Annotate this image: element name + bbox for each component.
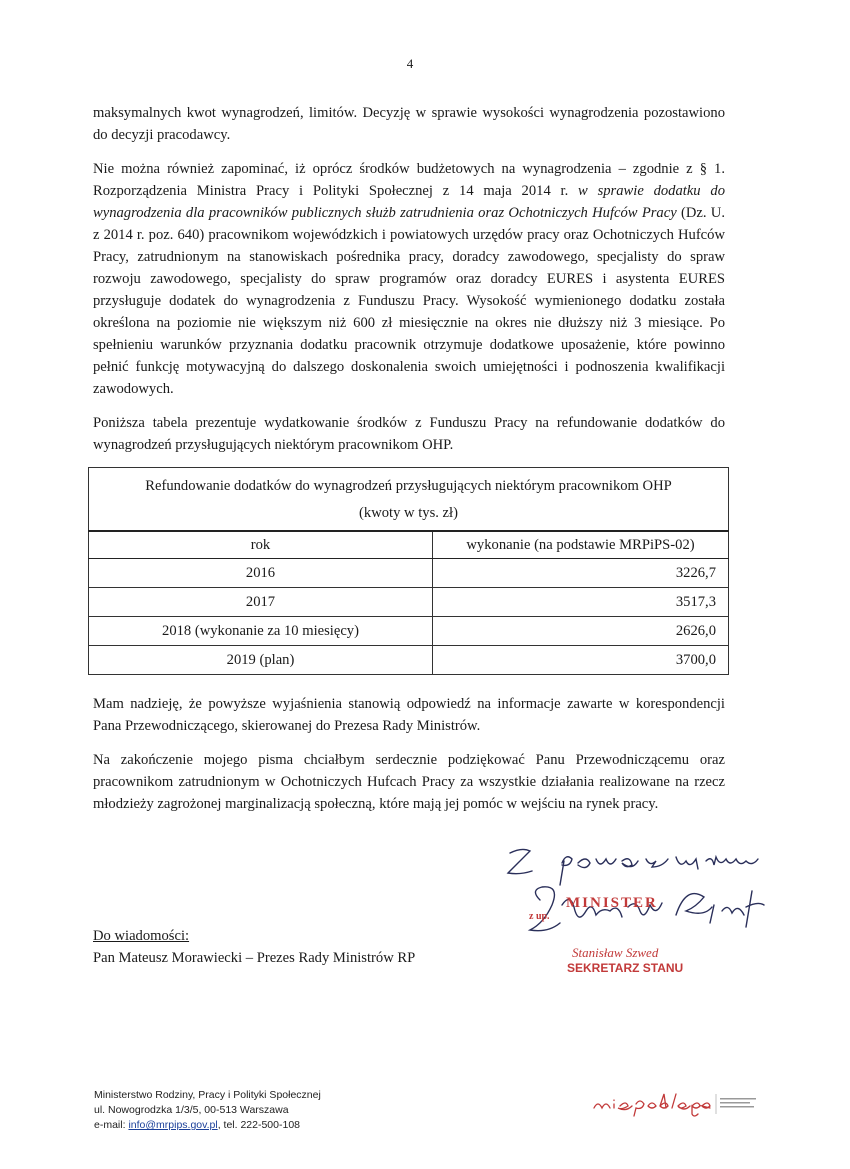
footer-phone: , tel. 222-500-108: [217, 1119, 300, 1131]
zup-stamp: z up.: [529, 911, 550, 922]
paragraph-3: Poniższa tabela prezentuje wydatkowanie środków z Funduszu Pracy na refundowanie dodatków do wynagrodzeń przysługujących niektórym pracownikom OHP.: [93, 415, 725, 453]
table-caption: [89, 468, 729, 532]
niepodlegla-logo: [592, 1090, 762, 1120]
table-cell-value: 2626,0: [433, 617, 729, 646]
footer-address: ul. Nowogrodzka 1/3/5, 00-513 Warszawa: [94, 1104, 289, 1116]
table-header-year: rok: [89, 531, 433, 559]
paragraph-5: Na zakończenie mojego pisma chciałbym serdecznie podziękować Panu Przewodniczącemu oraz pracownikom zatrudnionym w Ochotniczych Hufcach Pracy za wszystkie działania realizowane na rzecz młodzieży zagrożonej marginalizacją społeczną, które mają jej pomóc w wejściu na rynek pracy.: [93, 752, 725, 812]
paragraph-2-part-b: (Dz. U. z 2014 r. poz. 640) pracownikom wojewódzkich i powiatowych urzędów pracy oraz Ochotniczych Hufców Pracy, zatrudnionym na stanowiskach pośrednika pracy, doradcy zawodowego, specjalisty do spraw rozwoju zawodowego, specjalisty do spraw programów oraz doradcy EURES i asystenta EURES przysługuje dodatek do wynagrodzenia z Funduszu Pracy. Wysokość wymienionego dodatku została określona na poziomie nie większym niż 600 zł miesięcznie na okres nie dłuższy niż 3 miesiące. Po spełnieniu warunków przyznania dodatku pracownik otrzymuje dodatkowe uposażenie, które powinno pełnić funkcję motywacyjną do dalszego doskonalenia swoich umiejętności i podnoszenia kwalifikacji zawodowych.: [93, 205, 725, 397]
table-cell-value: 3517,3: [433, 588, 729, 617]
table-row: [89, 559, 729, 588]
ministry-footer: [94, 1088, 321, 1133]
footer-contact: [94, 1118, 321, 1133]
cc-recipient: Pan Mateusz Morawiecki – Prezes Rady Ministrów RP: [93, 950, 416, 966]
paragraph-2: [93, 158, 725, 400]
refund-table: [88, 467, 729, 675]
table-cell-year: 2019 (plan): [89, 646, 433, 675]
footer-email-link[interactable]: info@mrpips.gov.pl: [128, 1119, 218, 1131]
paragraph-1: maksymalnych kwot wynagrodzeń, limitów. Decyzję w sprawie wysokości wynagrodzenia pozostawiono do decyzji pracodawcy.: [93, 105, 725, 143]
table-caption-unit: (kwoty w tys. zł): [359, 505, 458, 521]
footer-ministry-name: Ministerstwo Rodziny, Pracy i Polityki Społecznej: [94, 1089, 321, 1101]
cc-heading: Do wiadomości:: [93, 928, 190, 944]
table-row: [89, 588, 729, 617]
table-row: [89, 646, 729, 675]
table-cell-year: 2016: [89, 559, 433, 588]
page-number: 4: [406, 56, 414, 71]
regulation-title: w sprawie dodatku do wynagrodzenia dla pracowników publicznych służb zatrudnienia oraz Ochotniczych Hufców Pracy: [93, 183, 725, 221]
signer-title: SEKRETARZ STANU: [567, 961, 684, 975]
table-caption-title: Refundowanie dodatków do wynagrodzeń przysługujących niektórym pracownikom OHP: [145, 478, 672, 494]
letter-closing: [93, 693, 725, 827]
table-cell-value: 3700,0: [433, 646, 729, 675]
minister-stamp: MINISTER: [566, 895, 658, 911]
table-cell-year: 2018 (wykonanie za 10 miesięcy): [89, 617, 433, 646]
letter-body: [93, 102, 725, 468]
paragraph-4: Mam nadzieję, że powyższe wyjaśnienia stanowią odpowiedź na informacje zawarte w korespondencji Pana Przewodniczącego, skierowanej do Prezesa Rady Ministrów.: [93, 696, 725, 734]
footer-email-label: e-mail:: [94, 1119, 129, 1131]
table-cell-value: 3226,7: [433, 559, 729, 588]
signer-name: Stanisław Szwed: [572, 945, 659, 960]
table-cell-year: 2017: [89, 588, 433, 617]
table-header-value: wykonanie (na podstawie MRPiPS-02): [433, 531, 729, 559]
paragraph-2-part-a: Nie można również zapominać, iż oprócz środków budżetowych na wynagrodzenia – zgodnie z § 1. Rozporządzenia Ministra Pracy i Polityki Społecznej z 14 maja 2014 r.: [93, 161, 725, 199]
table-row: [89, 617, 729, 646]
